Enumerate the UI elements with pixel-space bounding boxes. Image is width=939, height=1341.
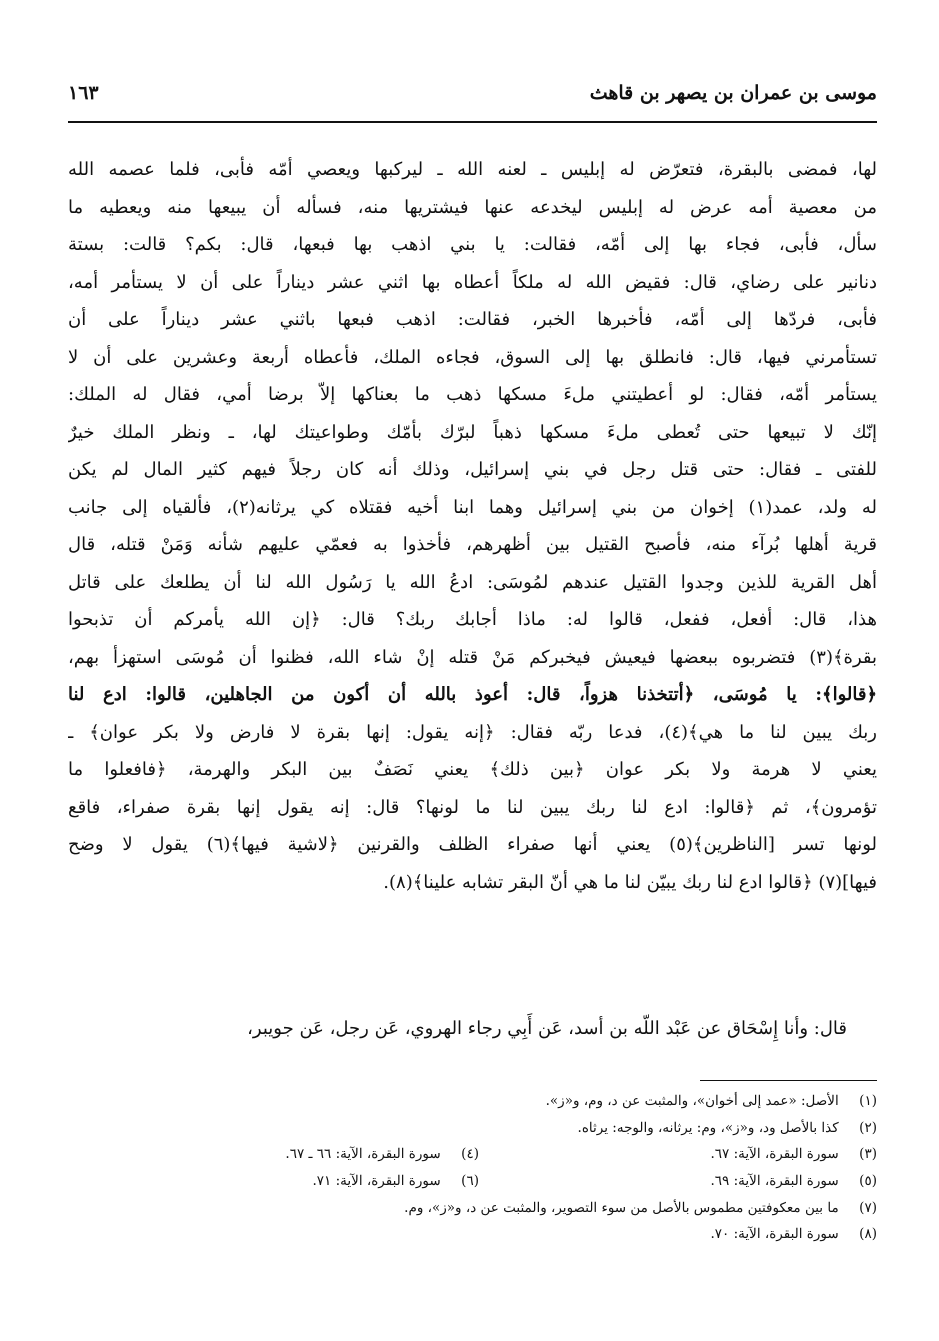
text-line: تستأمرني فيها، قال: فانطلق بها إلى السوق، فجاءه الملك، فأعطاه أربعة وعشرين على أن لا (68, 346, 877, 368)
footnote (62, 1088, 877, 1115)
text-line: يستأمر أمّه، فقال: لو أعطيتني ملءَ مسكها ذهب ما بعناكها إلاّ برضا أمي، فقال له الملك: (68, 384, 877, 405)
text-line: ربك يبين لنا ما هي﴾(٤)، فدعا ربّه فقال: ﴿إنه يقول: إنها بقرة لا فارض ولا بكر عوان﴾ ـ (68, 721, 877, 743)
footnote-text: سورة البقرة، الآية: ٦٦ ـ ٦٧. (285, 1146, 441, 1163)
text-line: يعني لا هرمة ولا بكر عوان ﴿بين ذلك﴾ يعني نَصَفٌ بين البكر والهرمة، ﴿فافعلوا ما (68, 759, 877, 780)
footnote-number: (١) (859, 1093, 877, 1109)
text-line: هذا، قال: أفعل، ففعل، قالوا له: ماذا أجابك ربك؟ قال: ﴿إن الله يأمركم أن تذبحوا (68, 609, 877, 630)
footnote-text: سورة البقرة، الآية: ٧٠. (710, 1226, 839, 1243)
text-line: قال: وأنا إِسْحَاق عن عَبْد اللّه بن أسد، عَن أَبِي رجاء الهروي، عَن رجل، عَن جويبر، (247, 1018, 847, 1039)
footnote-number: (٤) (461, 1146, 479, 1163)
footnote-number: (٧) (859, 1199, 877, 1216)
text-line: للفتى ـ فقال: حتى قتل رجل في بني إسرائيل، وذلك أنه كان رجلاً فيهم كثير المال لم يكن (68, 459, 877, 480)
running-title: موسى بن عمران بن يصهر بن قاهث (589, 82, 877, 104)
header-rule (68, 121, 877, 123)
footnote (312, 1168, 479, 1195)
footnote-text: الأصل: «عمد إلى أخوان»، والمثبت عن د، وم، و«ز». (545, 1093, 839, 1109)
text-line: فيها](٧) ﴿قالوا ادع لنا ربك يبيّن لنا ما هي أنّ البقر تشابه علينا﴾(٨). (383, 871, 877, 893)
second-paragraph (68, 1010, 877, 1048)
text-line: لونها تسر [الناظرين﴾(٥) يعني أنها صفراء الظلف والقرنين ﴿لاشية فيها﴾(٦) يقول لا وضح (68, 834, 877, 855)
text-line: إنّك لا تبيعها حتى تُعطى ملءَ مسكها ذهباً لبرّك بأمّك وطواعيتك لها، ـ ونظر الملك خيرٌ (68, 421, 877, 443)
text-line: ﴿قالوا﴾: يا مُوسَى، ﴿أتتخذنا هزواً، قال: أعوذ بالله أن أكون من الجاهلين، قالوا: ادع لنا (68, 684, 877, 705)
main-text (68, 151, 877, 901)
footnote-number: (٢) (859, 1119, 877, 1136)
footnote (62, 1221, 877, 1248)
footnote-text: ما بين معكوفتين مطموس بالأصل من سوء التصوير، والمثبت عن د، و«ز»، وم. (404, 1199, 839, 1216)
text-line: بقرة﴾(٣) فتضربوه ببعضها فيعيش فيخبركم مَنْ قتله إنْ شاء الله، فظنوا أن مُوسَى استهزأ بهم، (68, 646, 877, 668)
footnote-number: (٣) (859, 1146, 877, 1163)
text-line: له ولد، عمد(١) إخوان من بني إسرائيل وهما ابنا أخيه فقتلاه كي يرثانه(٢)، فألقياه إلى جانب (68, 496, 877, 518)
footnote-text: سورة البقرة، الآية: ٦٧. (710, 1146, 839, 1163)
footnote (62, 1115, 877, 1142)
page-number: ١٦٣ (68, 82, 99, 104)
footnote (710, 1141, 877, 1168)
footnote-text: سورة البقرة، الآية: ٦٩. (710, 1173, 839, 1190)
text-line: أهل القرية للذين وجدوا القتيل عندهم لمُوسَى: ادعُ الله يا رَسُول الله لنا أن يطلعك على قاتل (68, 571, 877, 593)
footnote-text: كذا بالأصل ود، و«ز»، وم: يرثانه، والوجه: يرثاه. (577, 1119, 839, 1136)
footnote-text: سورة البقرة، الآية: ٧١. (312, 1173, 441, 1190)
footnote-pair (62, 1141, 877, 1168)
text-line: دنانير على رضاي، قال: فقيض الله له ملكاً أعطاه بها اثني عشر ديناراً على أن لا يستأمر أمه، (68, 271, 877, 293)
footnote-rule (700, 1080, 877, 1081)
footnote-number: (٦) (461, 1173, 479, 1190)
footnote (285, 1141, 479, 1168)
text-line: لها، فمضى بالبقرة، فتعرّض له إبليس ـ لعنه الله ـ ليركبها ويعصي أمّه فأبى، فلما عصمه الله (68, 159, 877, 180)
text-line: من معصية أمه عرض له إبليس ليخدعه عنها فيشتريها منه، فسأله أن يبيعها منه ويعطيه ما (68, 196, 877, 218)
text-line: سأل، فأبى، فجاء بها إلى أمّه، فقالت: يا بني اذهب بها فبعها، قال: بكم؟ قالت: بستة (68, 234, 877, 255)
footnote-number: (٨) (859, 1226, 877, 1243)
footnotes (62, 1088, 877, 1248)
footnote-number: (٥) (859, 1173, 877, 1190)
text-line: قرية أهلها بُرآء منه، فأصبح القتيل بين أظهرهم، فأخذوا به فعمّي عليهم شأنه وَمَنْ قتله، قال (68, 534, 877, 555)
footnote-pair (62, 1168, 877, 1195)
page-header (68, 82, 877, 120)
text-line: تؤمرون﴾، ثم ﴿قالوا: ادع لنا ربك يبين لنا ما لونها؟ قال: إنه يقول إنها بقرة صفراء، فاقع (68, 796, 877, 818)
footnote (62, 1195, 877, 1222)
text-line: فأبى، فردّها إلى أمّه، فأخبرها الخبر، فقالت: اذهب فبعها باثني عشر ديناراً على أن (68, 309, 877, 330)
footnote (710, 1168, 877, 1195)
